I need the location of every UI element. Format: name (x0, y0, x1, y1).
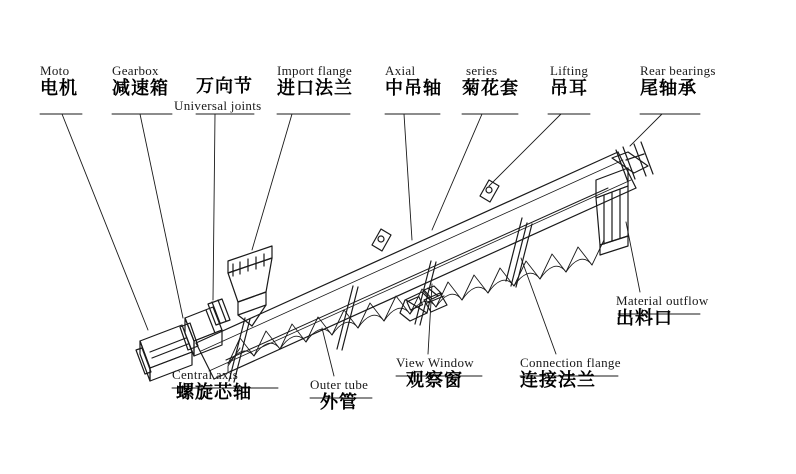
label-gearbox-en: Gearbox (112, 63, 159, 78)
label-universal-joints-en: Universal joints (174, 97, 262, 113)
label-axial-zh: 中吊轴 (385, 77, 442, 99)
label-universal-joints (174, 62, 262, 113)
label-view-window-zh: 观察窗 (406, 369, 463, 391)
label-central-axis-zh: 螺旋芯轴 (176, 381, 252, 403)
material-outflow-shape (596, 168, 628, 255)
label-moto-zh: 电机 (40, 77, 78, 99)
label-central-axis-en: Central axis (172, 367, 239, 382)
screw-flighting (228, 240, 604, 364)
label-material-outflow-en: Material outflow (616, 293, 709, 308)
label-gearbox (112, 64, 169, 99)
label-import-flange (277, 64, 353, 99)
tube-wall-inner (201, 160, 631, 371)
rear-bearing-shape (612, 142, 653, 182)
label-moto (40, 64, 78, 99)
label-axial-en: Axial (385, 63, 416, 78)
label-moto-en: Moto (40, 63, 70, 78)
label-axial (385, 64, 442, 99)
label-rear-bearings-en: Rear bearings (640, 63, 716, 78)
label-central-axis (172, 368, 252, 403)
label-rear-bearings (640, 64, 716, 99)
label-series (462, 63, 519, 99)
label-rear-bearings-zh: 尾轴承 (640, 77, 697, 99)
label-view-window-en: View Window (396, 355, 474, 370)
label-lifting-zh: 吊耳 (550, 77, 588, 99)
label-import-flange-en: Import flange (277, 63, 353, 78)
label-connection-flange-zh: 连接法兰 (520, 369, 596, 391)
label-outer-tube-zh: 外管 (320, 391, 358, 413)
label-series-en: series (466, 63, 498, 78)
label-outer-tube-en: Outer tube (310, 377, 369, 392)
lifting-lug-shape (372, 180, 499, 251)
label-connection-flange-en: Connection flange (520, 355, 621, 370)
import-flange-shape (228, 246, 272, 326)
label-material-outflow-zh: 出料口 (616, 307, 673, 329)
label-gearbox-zh: 减速箱 (112, 77, 169, 99)
label-series-zh: 菊花套 (462, 77, 519, 99)
central-shaft (226, 188, 608, 360)
label-lifting-en: Lifting (550, 63, 589, 78)
label-outer-tube (310, 378, 368, 413)
label-import-flange-zh: 进口法兰 (277, 77, 353, 99)
gearbox-shape (180, 307, 222, 356)
outer-tube-shape (196, 152, 636, 379)
universal-joint-shape (208, 299, 230, 325)
label-view-window (396, 356, 474, 391)
label-material-outflow (616, 294, 709, 329)
label-lifting (550, 64, 588, 99)
label-universal-joints-zh: 万向节 (196, 76, 253, 97)
label-connection-flange (520, 356, 621, 391)
